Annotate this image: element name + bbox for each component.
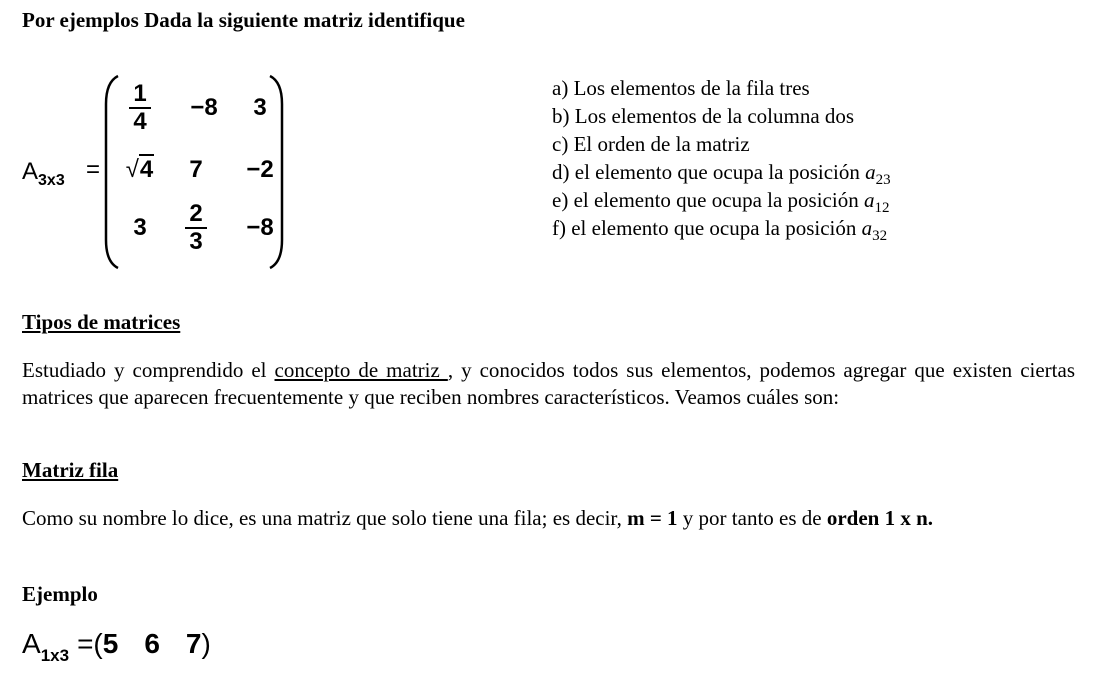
cell-1-1: $\frac{1}{4}$ bbox=[110, 80, 170, 135]
question-b: b) Los elementos de la columna dos bbox=[552, 104, 855, 128]
ejemplo-heading: Ejemplo bbox=[22, 582, 98, 606]
matriz-fila-paragraph: Como su nombre lo dice, es una matriz que solo tiene una fila; es decir, m = 1 y por tanto es de orden 1 x n. bbox=[22, 506, 934, 530]
equals-sign: = bbox=[86, 156, 101, 183]
question-f: f) el elemento que ocupa la posición $a_{32}$ bbox=[552, 216, 888, 244]
cell-1-3: 3 bbox=[253, 94, 267, 121]
cell-1-2: −8 bbox=[190, 94, 218, 121]
matrix-a bbox=[0, 60, 300, 280]
tipos-heading: Tipos de matrices bbox=[22, 310, 181, 334]
matrix-name: $A_{3x3}$ bbox=[22, 158, 65, 189]
question-c: c) El orden de la matriz bbox=[552, 132, 750, 156]
tipos-paragraph: Estudiado y comprendido el concepto de matriz , y conocidos todos sus elementos, podemos agregar que existen ciertas matrices que aparecen frecuentemente y que reciben nombres característicos. Veamos cuáles son: bbox=[22, 358, 1075, 409]
matriz-fila-heading: Matriz fila bbox=[22, 458, 119, 482]
page-title: Por ejemplos Dada la siguiente matriz identifique bbox=[22, 8, 465, 32]
cell-2-1: √4 bbox=[125, 156, 154, 183]
cell-3-1: 3 bbox=[133, 214, 147, 241]
question-e: e) el elemento que ocupa la posición $a_{12}$ bbox=[552, 188, 890, 216]
question-a: a) Los elementos de la fila tres bbox=[552, 76, 810, 100]
cell-2-3: −2 bbox=[246, 156, 274, 183]
question-d: d) el elemento que ocupa la posición $a_{23}$ bbox=[552, 160, 891, 188]
cell-3-2: $\frac{2}{3}$ bbox=[166, 200, 226, 255]
concepto-link[interactable]: concepto de matriz bbox=[274, 358, 448, 382]
question-list bbox=[552, 74, 891, 242]
cell-3-3: −8 bbox=[246, 214, 274, 241]
matrix-example: $A_{1x3} =(5$ 6 7) bbox=[22, 628, 211, 665]
cell-2-2: 7 bbox=[189, 156, 203, 183]
